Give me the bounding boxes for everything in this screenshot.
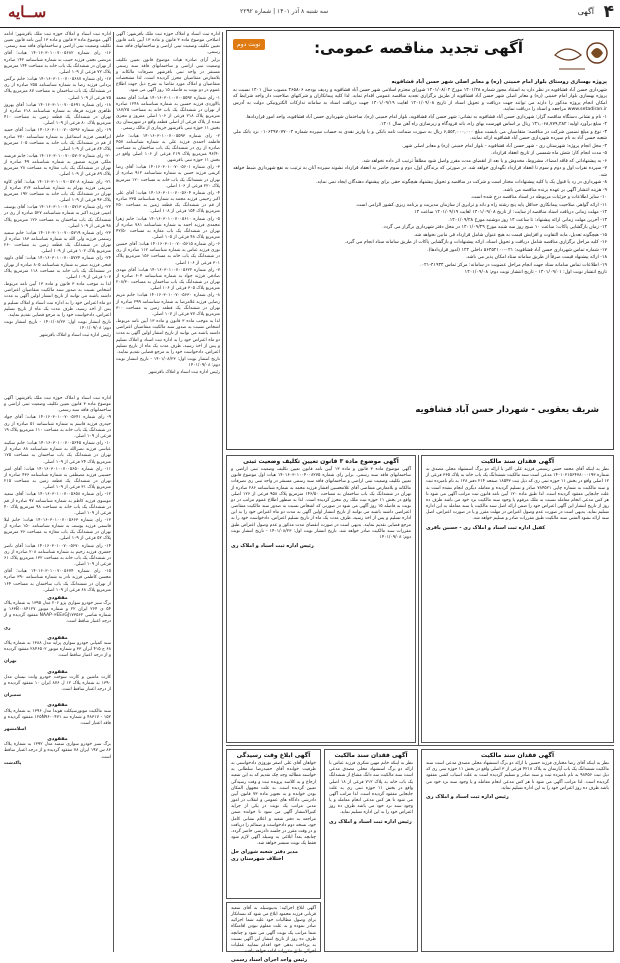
execution-footer: رئیس واحد اجرای اسناد رسمی <box>231 957 308 963</box>
lost-document-title: مفقودی <box>47 594 68 601</box>
tender-clause: ۱۳- آخرین مهلت زمانی ارائه پیشنهاد: تا ساعت ۱۴ روز دوشنبه مورخ ۱۴۰۱/۰۹/۲۸. <box>448 217 607 223</box>
tender-clause: ۱۹- اطلاعات تماس سامانه ستاد جهت انجام مراحل عضویت در سامانه: مرکز تماس ۴۱۹۳۴-۰۲۱. <box>420 262 607 268</box>
summons-title: آگهی موضوع ماده ۳ قانون تعیین تکلیف وضعیت ثبتی <box>243 458 399 465</box>
lost-document-title: مفقودی <box>47 702 68 709</box>
hearing-text: خواهان آقای علی اصغر نوروزی دادخواستی به طرفیت خوانده آقای حمیدرضا سلطانی به خواسته مطالبه وجه چک تقدیم که به این شعبه ارجاع و به کلاسه پرونده ثبت و وقت رسیدگی تعیین گردیده است. به علت مجهول المکان بودن خوانده و به تجویز ماده ۷۳ قانون آیین دادرسی دادگاه های عمومی و انقلاب در امور مدنی مراتب یک نوبت در یکی از جراید کثیرالانتشار آگهی می شود تا خوانده ضمن مراجعه به دفتر شعبه و اعلام نشانی کامل خود، نسخه دوم دادخواست و ضمائم را دریافت و در وقت مقرر در جلسه دادرسی حاضر گردد. چنانچه بعداً ابلاغی به وسیله آگهی لازم شود فقط یک نوبت منتشر خواهد شد. <box>231 761 316 847</box>
tender-headline: پروژه بهسازی روستای بلوار امام خمینی (ره) و معابر اصلی شهر حسن آباد فشافویه <box>391 79 607 85</box>
tender-notice <box>226 30 614 450</box>
tender-paragraphs <box>233 88 607 270</box>
tender-clause: ۱۱- ارائه گواهی صلاحیت پیمانکاری حداقل پایه پنج رشته راه و باند و ترابری از سازمان مدیریت و برنامه ریزی کشور الزامی است. <box>355 202 607 208</box>
tender-clause: ۱۴- زمان بازگشایی پاکات: ساعت ۱۰ صبح روز سه شنبه مورخ ۱۴۰۱/۰۹/۲۹ در محل دفتر شهرداری برگزار می گردد. <box>382 225 607 230</box>
lost-deed-notice-3 <box>324 749 418 952</box>
summons-text: آگهی موضوع ماده ۳ قانون و ماده ۱۳ آیین نامه قانون تعیین تکلیف وضعیت ثبتی اراضی و ساختمانهای فاقد سند رسمی. برابر رای شماره ۱۴۰۱۶۰۳۰۱۰۰۴۰۰۸۲۷۵ هیات اول موضوع قانون تعیین تکلیف وضعیت ثبتی اراضی و ساختمانهای فاقد سند رسمی مستقر در واحد ثبتی ری تصرفات مالکانه و بلامعارض متقاضی آقای غلامحسین افشار فرزند محمد به شماره شناسنامه ۲۸۶ صادره از تهران در ششدانگ یک باب ساختمان به مساحت ۱۴۶/۵۰ مترمربع پلاک ۹۵۸ فرعی از ۱۲۶ اصلی واقع در بخش ۱۱ حوزه ثبت ملک ری محرز گردیده است. لذا به منظور اطلاع عموم مراتب در دو نوبت به فاصله ۱۵ روز آگهی می شود در صورتی که اشخاص نسبت به صدور سند مالکیت متقاضی اعتراضی داشته باشند می توانند از تاریخ انتشار اولین آگهی به مدت دو ماه اعتراض خود را به این اداره تسلیم و پس از اخذ رسید، ظرف مدت یک ماه از تاریخ تسلیم اعتراض، دادخواست خود را به مرجع قضایی تقدیم نمایند. بدیهی است در صورت انقضای مدت مذکور و عدم وصول اعتراض طبق مقررات سند مالکیت صادر خواهد شد. تاریخ انتشار نوبت اول: ۱۴۰۱/۰۸/۲۳ - تاریخ انتشار نوبت دوم: ۱۴۰۱/۰۹/۰۸ <box>231 467 412 540</box>
lost-deed-notice-2 <box>421 749 614 952</box>
tender-clause: ۱۲- مهلت زمانی دریافت اسناد مناقصه از سایت: از تاریخ ۱۴۰۱/۰۹/۰۸ لغایت ۱۴۰۱/۰۹/۱۹ ساعت ۱۴ <box>414 210 607 215</box>
registry-item: ۲۰- رای شماره ۱۴۰۱۶۰۳۰۱۰۰۷۰۰۵۷۰۲ هیات: خانم فرشته ملکی فرزند منصور به شماره شناسنامه ۴۹ صادره از تهران در ششدانگ یک باب مغازه به مساحت ۲۸ مترمربع پلاک ۸۹ فرعی از ۱۰۹ اصلی. <box>4 153 111 178</box>
registry-item: ۵- رای شماره ۱۴۰۱۶۰۳۰۱۰۰۷۰۰۵۶۱۰ هیات: خانم زهرا محمدی فرزند احمد به شماره شناسنامه ۷۸۱ صادره از تهران در ششدانگ یک باب مغازه به مساحت ۴۲/۵۰ مترمربع پلاک ۴۸ فرعی از ۱۰۵ اصلی. <box>116 216 220 240</box>
registry-item: ۱۰- رای شماره ۱۴۰۱۶۰۳۰۱۰۰۷۰۰۵۶۴۵ هیات: خانم سکینه عباسی فرزند نصرالله به شماره شناسنامه ۸۸ صادره از تهران در ششدانگ یک باب ساختمان به مساحت ۱۷۵ مترمربع پلاک ۲۴ فرعی از ۱۰۹ اصلی. <box>4 441 112 465</box>
tender-body <box>233 79 607 397</box>
lost-document-city: ری <box>4 625 11 631</box>
registry-item: ۴- رای شماره ۱۴۰۱۶۰۳۰۱۰۰۷۰۰۵۶۰۴ هیات: آقای علی اکبر رحیمی فرزند محمد به شماره شناسنامه ۳۳۵ صادره از قم در ششدانگ یک قطعه زمین به مساحت ۲۵۰ مترمربع پلاک ۱۵۴ فرعی از ۱۰۸ اصلی. <box>116 190 221 215</box>
lost-deed-2-title: آگهی فقدان سند مالکیت <box>480 752 555 759</box>
tender-clause: ۱- نام و نشانی دستگاه مناقصه گزار: شهرداری حسن آباد فشافویه به نشانی: شهر حسن آباد فشافویه، بلوار امام خمینی (ره)، ساختمان شهرداری حسن آباد فشافویه، واحد امور قراردادها. <box>245 114 607 120</box>
registry-item: ۱۷- رای شماره ۱۴۰۱۶۰۳۰۱۰۰۷۰۰۵۶۸۷ هیات: خانم نرگس یزدانی فرزند رضا به شماره شناسنامه ۲۵۵ صادره از ری در ششدانگ یک باب ساختمان به مساحت ۸۷ مترمربع پلاک ۷۵ فرعی از ۱۰۹ اصلی. <box>4 77 112 101</box>
registry-item: ۱۴- رای شماره ۱۴۰۱۶۰۳۰۱۰۰۷۰۰۵۶۷۰ هیات: آقای ناصر جعفری فرزند رحیم به شماره شناسنامه ۲۰۸ صادره از ری در ششدانگ یک باب خانه به مساحت ۱۳۲ مترمربع پلاک ۶۱ فرعی از ۱۰۹ اصلی. <box>4 543 111 568</box>
tender-clause: ۲- مبلغ برآورد اولیه: ۱۳۱,۰۶۸,۷۷۹,۲۸۲ ریال بر اساس فهرست بهای راه، باند فرودگاه و زیرسازی راه آهن سال ۱۴۰۱. <box>379 122 607 127</box>
lost-deed-1-title: آگهی فقدان سند مالکیت <box>480 458 555 465</box>
registry-item: رئیس اداره ثبت اسناد و املاک باقرشهر <box>39 333 111 339</box>
registry-item: رئیس اداره ثبت اسناد و املاک باقرشهر <box>148 370 220 376</box>
summons-notice <box>226 455 416 743</box>
registry-item: تاریخ انتشار نوبت اول: ۱۴۰۱/۰۸/۲۳ - تاریخ انتشار نوبت دوم: ۱۴۰۱/۰۹/۰۸ <box>4 320 111 332</box>
column-divider <box>418 455 419 745</box>
round-badge: نوبت دوم <box>233 39 265 50</box>
registry-item: اداره ثبت اسناد و املاک حوزه ثبت ملک باقرشهر: آگهی موضوع ماده ۳ قانون تعیین تکلیف وضعیت ثبتی اراضی و ساختمانهای فاقد سند رسمی. <box>4 396 111 414</box>
tender-title: آگهی تجدید مناقصه عمومی: <box>314 39 523 57</box>
lost-document-text: برگ سبز خودرو سواری پژو ۲۰۶ مدل ۱۳۹۵ به شماره پلاک ۵۴ ی ۲۶۴ ایران ۲۲ و شماره موتور ۱۶۳B۰۰۸۴۱۲۷ و شماره شاسی NAAP۰۳EE۸GJ۱۷۳۵۶۲ مفقود گردیده و از درجه اعتبار ساقط است. <box>4 601 111 625</box>
registry-item: ۱۹- رای شماره ۱۴۰۱۶۰۳۰۱۰۰۷۰۰۵۶۹۶ هیات: آقای حمید ابراهیمی فرزند اسماعیل به شماره شناسنامه ۳۷۰ صادره از قم در ششدانگ یک باب خانه به مساحت ۱۰۵ مترمربع پلاک ۸۴ فرعی از ۱۰۹ اصلی. <box>4 128 111 152</box>
lost-document-city: شمیران <box>4 693 22 699</box>
lost-document-text: سند کمپانی خودرو سواری پراید مدل ۱۳۸۸ به شماره پلاک ۶۸ ج ۴۱۵ ایران ۳۳ و شماره موتور ۲۸۴۶۵۰۲ مفقود گردیده و از درجه اعتبار ساقط است. <box>4 640 111 659</box>
lost-document-title: مفقودی <box>47 668 68 675</box>
lost-documents-list <box>4 595 111 767</box>
registry-item: اداره ثبت اسناد و املاک حوزه ثبت ملک باقرشهر: آگهی اصلاحی موضوع ماده ۳ قانون و ماده ۱۳ آیین نامه قانون تعیین تکلیف وضعیت ثبتی اراضی و ساختمانهای فاقد سند رسمی. <box>116 32 220 56</box>
lost-document-city: تهران <box>4 659 17 665</box>
lost-deed-3-title: آگهی فقدان سند مالکیت <box>334 752 408 759</box>
masthead <box>0 0 620 28</box>
registry-notice-paragraphs <box>116 32 220 376</box>
registry-item: لذا به موجب ماده ۳ قانون و ماده ۱۳ آیین نامه مربوط، اشخاص نسبت به صدور سند مالکیت متقاضیان اعتراضی داشته باشند می توانند از تاریخ انتشار اولین آگهی به مدت دو ماه اعتراض خود را به اداره ثبت اسناد و املاک تسلیم و پس از اخذ رسید، ظرف مدت یک ماه از تاریخ تسلیم اعتراض، دادخواست خود را به مرجع قضایی تقدیم نمایند. <box>116 319 220 355</box>
registry-item: ۶- رای شماره ۱۴۰۱۶۰۳۰۱۰۰۷۰۰۵۶۱۵ هیات: آقای حسین نوری فرزند عباس به شماره شناسنامه ۱۱۲ صادره از ری در ششدانگ یک باب خانه به مساحت ۱۵۶ مترمربع پلاک ۳۰۱ فرعی از ۱۰۶ اصلی. <box>116 242 221 266</box>
registry-notice-column <box>116 32 220 952</box>
tender-clause: ۸- شهرداری در رد یا قبول یک یا کلیه پیشنهادات مختار است و شرکت در مناقصه و تحویل پیشنهاد هیچگونه حقی برای پیشنهاد دهندگان ایجاد نمی نماید. <box>315 180 607 185</box>
lost-documents-column <box>4 396 111 952</box>
lost-deed-2-footer: رئیس اداره ثبت اسناد و املاک ری <box>426 793 509 800</box>
tender-signature: شریف یعقوبی - شهردار حسن آباد فشافویه <box>415 405 599 415</box>
lost-document-entry <box>4 669 111 700</box>
lost-deed-1-footer: کفیل اداره ثبت اسناد و املاک ری - حسین باقری <box>426 524 546 531</box>
registry-item: ۸- رای شماره ۱۴۰۱۶۰۳۰۱۰۰۷۰۰۵۶۳۰ هیات: خانم مریم رضایی فرزند غلامرضا به شماره شناسنامه ۲۹۹ صادره از تهران در ششدانگ یک قطعه زمین به مساحت ۳۰۰ مترمربع پلاک ۷۷ فرعی از ۱۰۷ اصلی. <box>116 293 221 317</box>
lost-document-text: کارت ماشین و کارت سوخت خودرو وانت نیسان مدل ۱۳۹۰ به شماره پلاک ۱۲ ل ۸۷۶ ایران ۱۰ مفقود گردیده و از درجه اعتبار ساقط است. <box>4 674 111 693</box>
registry-item: تاریخ انتشار نوبت اول: ۱۴۰۱/۰۸/۲۳ - تاریخ انتشار نوبت دوم: ۱۴۰۱/۰۹/۰۸ <box>116 356 220 369</box>
hearing-notice <box>226 749 321 899</box>
registry-item: ۷- رای شماره ۱۴۰۱۶۰۳۰۱۰۰۷۰۰۵۶۲۲ هیات: آقای مهدی صادقی فرزند جواد به شماره شناسنامه ۶۰۴ صادره از تهران در ششدانگ یک باب ساختمان به مساحت ۲۰۸/۳۰ مترمربع پلاک ۳۰۵ فرعی از ۱۰۶ اصلی. <box>116 267 221 292</box>
lost-document-entry <box>4 635 111 666</box>
newspaper-logo: ســایه <box>8 3 47 21</box>
tender-clause: ۳- نوع و مبلغ تضمین شرکت در مناقصه: متقاضیان می بایست مبلغ ۶,۵۵۴,۰۰۰,۰۰۰ ریال به صورت ضمانت نامه بانکی و یا واریز نقدی به حساب سپرده شماره ۰۱۰۶۲۹۷۰۷۷۰۰۴ نزد بانک ملی شعبه حسن آباد به نام سپرده شهرداری حسن آباد فشافویه ارائه نمایند. <box>233 129 608 141</box>
tender-clause: ۱۷- شماره تماس شهرداری حسن آباد فشافویه: ۰۲۱-۵۶۴۵۲۱۰۰ داخلی ۱۲۴ (امور قراردادها). <box>427 247 607 253</box>
registry-item: ۱۲- رای شماره ۱۴۰۱۶۰۳۰۱۰۰۷۰۰۵۶۵۸ هیات: آقای سعید موسوی فرزند کاظم به شماره شناسنامه ۹۷ صادره از قم در ششدانگ یک باب خانه به مساحت ۹۸ مترمربع پلاک ۴۰ فرعی از ۱۰۹ اصلی. <box>4 492 111 516</box>
lost-document-title: مفقودی <box>47 736 68 743</box>
registry-continued-column <box>4 32 111 392</box>
lost-document-title: مفقودی <box>47 634 68 641</box>
tender-clause: ۵- مدت انجام کار: شش ماه شمسی از تاریخ انعقاد قرارداد. <box>490 151 607 156</box>
registry-notice-2-paragraphs <box>4 396 111 594</box>
row-divider <box>226 745 614 746</box>
lost-document-city: پاکدشت <box>4 760 22 766</box>
lost-deed-3-text: نظر به اینکه خانم مهین شکری فرزند عباس با ارائه دو برگ استشهاد محلی مصدق مدعی است سند مالکیت سه دانگ مشاع از ششدانگ یک باب خانه به پلاک ۷۱۲ فرعی از ۱۸ اصلی واقع در بخش ۱۱ حوزه ثبتی ری به علت جابجایی مفقود گردیده است. لذا مراتب آگهی می شود تا هر کس مدعی انجام معامله و یا وجود سند نزد خود می باشد ظرف ده روز اعتراض خود را به این اداره تسلیم نماید. <box>329 761 413 816</box>
hearing-title: آگهی ابلاغ وقت رسیدگی <box>236 752 311 759</box>
registry-item: ۲۴- رای شماره ۱۴۰۱۶۰۳۰۱۰۰۷۰۰۵۷۲۴ هیات: آقای داوود فتحی فرزند صفر به شماره شناسنامه ۸۰۵ صادره از تهران در ششدانگ یک باب خانه به مساحت ۱۱۸ مترمربع پلاک ۱۰۷ فرعی از ۱۰۹ اصلی. <box>4 256 111 280</box>
tender-clause: ۹- هزینه انتشار آگهی بر عهده برنده مناقصه می باشد. <box>502 187 607 193</box>
lost-document-entry <box>4 702 111 733</box>
registry-continued-paragraphs <box>4 32 111 340</box>
lost-document-entry <box>4 736 111 767</box>
lost-deed-notice-1 <box>421 455 614 743</box>
lost-document-city: اسلامشهر <box>4 726 26 732</box>
registry-item: لذا به موجب ماده ۳ قانون و ماده ۱۳ آیین نامه مربوط، اشخاص نسبت به صدور سند مالکیت متقاضیان اعتراضی داشته باشند می توانند از تاریخ انتشار اولین آگهی به مدت دو ماه اعتراض خود را به اداره ثبت اسناد و املاک تسلیم و پس از اخذ رسید، ظرف مدت یک ماه از تاریخ تسلیم اعتراض، دادخواست خود را به مرجع قضایی تقدیم نمایند. <box>4 282 111 318</box>
tender-clause: ۱۵- هیچگونه تعدیل، مابه التفاوت و افزایش قیمت به هیچ عنوان شامل قرارداد فی مابین نخواهد شد. <box>413 232 607 238</box>
registry-item: ۲۲- رای شماره ۱۴۰۱۶۰۳۰۱۰۰۷۰۰۵۷۱۳ هیات: آقای یوسف امینی فرزند اکبر به شماره شناسنامه ۵۲۷ صادره از ری در ششدانگ یک باب ساختمان به مساحت ۱۲۶ مترمربع پلاک ۹۸ فرعی از ۱۰۹ اصلی. <box>4 205 112 229</box>
registry-item: ۲۱- رای شماره ۱۴۰۱۶۰۳۰۱۰۰۷۰۰۵۷۰۸ هیات: آقای کاوه شریفی فرزند بهرام به شماره شناسنامه ۷۱۴ صادره از تهران در ششدانگ یک باب خانه به مساحت ۱۹۲ مترمربع پلاک ۹۳ فرعی از ۱۰۹ اصلی. <box>4 179 112 204</box>
column-divider <box>113 32 114 952</box>
registry-item: ۹- رای شماره ۱۴۰۱۶۰۳۰۱۰۰۷۰۰۵۶۴۱ هیات: آقای جواد حیدری فرزند قاسم به شماره شناسنامه ۵۱ صادره از ری در ششدانگ یک باب خانه به مساحت ۱۱۰ مترمربع پلاک ۱۹ فرعی از ۱۰۹ اصلی. <box>4 415 111 439</box>
municipality-emblem-icon <box>551 35 609 75</box>
tender-clause: ۴- محل انجام پروژه: شهرستان ری - شهر حسن آباد فشافویه - بلوار امام خمینی (ره) و معابر اصلی شهر. <box>402 143 607 149</box>
hearing-footer: مدیر دفتر شعبه شورای حل اختلاف شهرستان ری <box>231 849 299 862</box>
lost-deed-1-text: نظر به اینکه آقای محمد حسن رستمی فرزند علی اکبر با ارائه دو برگ استشهاد محلی مصدق به شماره ۱۴۰۱۰۲۱۵۶۴۷۸۰۰۰۱۹۳ مدعی است سند مالکیت ششدانگ یک باب خانه به پلاک ۳۶۵ فرعی از ۱۲ اصلی واقع در بخش ۱۱ حوزه ثبتی ری که ذیل ثبت ۱۸۵۴۳ صفحه ۲۱۴ دفتر ۱۲۸ به نام نامبرده ثبت و سند مالکیت به شماره چاپی ۷۸۴۵۲۱ صادر و تسلیم گردیده و معامله دیگری انجام نشده است به علت جابجایی مفقود گردیده است. لذا طبق ماده ۱۲۰ آیین نامه قانون ثبت مراتب آگهی می شود تا هر کس مدعی انجام معامله نسبت به ملک مرقوم یا وجود سند مالکیت نزد خود می باشد ظرف ده روز از تاریخ انتشار این آگهی اعتراض خود را ضمن ارائه اصل سند مالکیت یا سند معامله به این اداره تسلیم نماید. بدیهی است در صورت عدم وصول اعتراض در مهلت مقرر و یا در صورت اعتراض، اصل سند ارائه نشود المثنی سند مالکیت طبق مقررات صادر و تسلیم خواهد شد. <box>426 467 610 522</box>
tender-publish-dates: تاریخ انتشار نوبت اول: ۱۴۰۱/۰۹/۰۱ - تاریخ انتشار نوبت دوم: ۱۴۰۱/۰۹/۰۸ <box>464 270 607 275</box>
tender-clause: ۱۸- ارائه پیشنهاد قیمت صرفاً از طریق سامانه ستاد امکان پذیر می باشد. <box>465 255 607 260</box>
section-label: آگهی <box>577 7 594 16</box>
page-number: ۴ <box>603 2 614 22</box>
lost-deed-2-text: نظر به اینکه آقای رضا مختاری فرزند حسین با ارائه دو برگ استشهاد محلی مصدق مدعی است سند مالکیت ششدانگ یک باب آپارتمان به پلاک ۴۲۱۸ فرعی از ۳ اصلی واقع در بخش ۱۱ حوزه ثبتی ری که ذیل ثبت ۹۸۴۵۶ به نام نامبرده ثبت و سند صادر و تسلیم گردیده است به علت اسباب کشی مفقود گردیده است. لذا مراتب آگهی می شود تا هر کس مدعی انجام معامله و یا وجود سند نزد خود می باشد ظرف ده روز اعتراض خود را به این اداره تسلیم نماید. <box>426 761 610 791</box>
execution-notice <box>226 902 321 963</box>
lost-deed-3-footer: رئیس اداره ثبت اسناد و املاک ری <box>329 818 412 825</box>
registry-item: ۱۵- رای شماره ۱۴۰۱۶۰۳۰۱۰۰۷۰۰۵۶۷۴ هیات: آقای محسن کاظمی فرزند نادر به شماره شناسنامه ۳۹۰ صادره از تهران در ششدانگ یک باب ساختمان به مساحت ۱۶۴ مترمربع پلاک ۶۸ فرعی از ۱۰۹ اصلی. <box>4 569 111 593</box>
execution-text: آگهی ابلاغ اجرائیه: بدینوسیله به آقای سعید قربانی فرزند محمود ابلاغ می شود که بستانکار برای وصول مطالبات خود علیه شما اجرائیه صادر نموده و به علت معلوم نبودن اقامتگاه شما مراتب یک نوبت آگهی می شود و چنانچه ظرف ده روز از تاریخ انتشار این آگهی نسبت به پرداخت بدهی خود اقدام ننمایید عملیات اجرائی طبق مقررات ادامه خواهد یافت. <box>231 906 316 955</box>
summons-footer: رئیس اداره ثبت اسناد و املاک ری <box>231 543 314 550</box>
registry-item: ۱۳- رای شماره ۱۴۰۱۶۰۳۰۱۰۰۷۰۰۵۶۶۳ هیات: خانم لیلا قاسمی فرزند یوسف به شماره شناسنامه ۱۵۰ صادره از تهران در ششدانگ یک باب مغازه به مساحت ۳۶ مترمربع پلاک ۵۲ فرعی از ۱۰۹ اصلی. <box>4 517 111 542</box>
registry-item: ۲۳- رای شماره ۱۴۰۱۶۰۳۰۱۰۰۷۰۰۵۷۱۹ هیات: خانم سمیه رستمی فرزند ولی الله به شماره شناسنامه ۱۸۳ صادره از تهران در ششدانگ یک قطعه زمین به مساحت ۲۶۰ مترمربع پلاک ۱۰۲ فرعی از ۱۰۹ اصلی. <box>4 230 112 255</box>
tender-clause: ۶- به پیشنهاداتی که فاقد امضاء، مشروط، مخدوش و یا بعد از انقضای مدت مقرر واصل شود مطلقاً ترتیب اثر داده نخواهد شد. <box>361 158 607 164</box>
lost-document-text: برگ سبز خودرو سواری سمند مدل ۱۳۹۲ به شماره پلاک ۸۳ س ۱۹۷ ایران ۷۸ مفقود گردیده و از درجه اعتبار ساقط است. <box>4 742 111 760</box>
tender-clause: ۱۶- کلیه مراحل برگزاری مناقصه شامل دریافت و تحویل اسناد، ارائه پیشنهادات و بازگشایی پاکات از طریق سامانه ستاد انجام می گیرد. <box>344 240 607 245</box>
tender-clause: شهرداری حسن آباد فشافویه در نظر دارد به استناد مجوز شماره ۱۴۰۱/۲۸ مورخ ۱۴۰۱/۰۸/۰۲ شورای محترم اسلامی شهر حسن آباد فشافویه و ردیف بودجه ۲۶۵۸۰۶ مصوب سال ۱۴۰۱ نسبت به پروژه بهسازی بلوار امام خمینی (ره) و معابر اصلی شهر حسن آباد فشافویه از طریق برگزاری تجدید مناقصه عمومی اقدام نماید. لذا کلیه پیمانکاران و شرکتهای صلاحیت دار واجد شرایط که امکان انجام پروژه مذکور را دارند می توانند جهت دریافت و تحویل اسناد از تاریخ ۱۴۰۱/۰۹/۰۸ لغایت ۱۴۰۱/۰۹/۱۹ جهت دریافت اسناد به سامانه تدارکات الکترونیکی دولت به آدرس www.setadiran.ir مراجعه و اسناد را دریافت نمایند. <box>233 87 607 112</box>
registry-item: برابر آرای صادره هیات موضوع قانون تعیین تکلیف وضعیت ثبتی اراضی و ساختمانهای فاقد سند رسمی مستقر در واحد ثبتی باقرشهر تصرفات مالکانه و بلامعارض متقاضیان محرز گردیده است، لذا مشخصات متقاضیان و املاک مورد تقاضا به شرح ذیل جهت اطلاع عموم در دو نوبت به فاصله ۱۵ روز آگهی می شود. <box>116 57 220 94</box>
lost-document-text: سند مالکیت موتورسیکلت هوندا مدل ۱۳۹۶ به شماره پلاک ۱۵۲ - ۴۸۳۱۷ و شماره تنه ۱۲۵N۹۶۰۰۴۷۱ مفقود گردیده و فاقد اعتبار است. <box>4 708 111 726</box>
issue-line: سه شنبه ۸ آذر ۱۴۰۱ | شماره ۲۲۹۲ <box>240 8 329 15</box>
registry-item: ۱۶- رای شماره ۱۴۰۱۶۰۳۰۱۰۰۷۰۰۵۶۸۲ هیات: آقای مرتضی نجفی فرزند حبیب به شماره شناسنامه ۱۴۲ صادره از تهران در ششدانگ یک باب خانه به مساحت ۱۴۴ مترمربع پلاک ۷۲ فرعی از ۱۰۹ اصلی. <box>4 51 111 75</box>
registry-item: اداره ثبت اسناد و املاک حوزه ثبت ملک باقرشهر: ادامه آگهی موضوع ماده ۳ قانون و ماده ۱۳ آیین نامه قانون تعیین تکلیف وضعیت ثبتی اراضی و ساختمانهای فاقد سند رسمی. <box>4 32 111 50</box>
registry-item: ۳- رای شماره ۱۴۰۱۶۰۳۰۱۰۰۷۰۰۵۶۰۱ هیات: آقای رضا کریمی فرزند حسن به شماره شناسنامه ۹۱۲ صادره از تهران در ششدانگ یک باب خانه به مساحت ۱۲۰ مترمربع پلاک ۲۲۰ فرعی از ۱۰۶ اصلی. <box>116 165 220 189</box>
registry-item: ۲- رای شماره ۱۴۰۱۶۰۳۰۱۰۰۷۰۰۵۵۹۳ هیات: خانم فاطمه احمدی فرزند علی به شماره شناسنامه ۴۵۷ صادره از ری در ششدانگ یک باب ساختمان به مساحت ۹۶/۴۰ مترمربع پلاک ۲۱۹ فرعی از ۱۰۶ اصلی واقع در بخش ۱۱ حوزه ثبتی باقرشهر. <box>116 133 220 164</box>
tender-clause: ۷- سپرده نفرات اول و دوم و سوم تا انعقاد قرارداد نگهداری خواهد شد. در صورتی که برندگان اول، دوم و سوم حاضر به انعقاد قرارداد نشوند سپرده آنان به ترتیب به نفع شهرداری ضبط خواهد شد. <box>233 166 607 178</box>
tender-clause: ۱۰- سایر اطلاعات و جزئیات مربوطه در اسناد مناقصه درج شده است. <box>470 195 607 200</box>
column-divider <box>222 32 223 952</box>
lost-document-entry <box>4 595 111 632</box>
registry-item: ۱۱- رای شماره ۱۴۰۱۶۰۳۰۱۰۰۷۰۰۵۶۵۰ هیات: آقای امیر حسینی فرزند مصطفی به شماره شناسنامه ۴۳۶ صادره از تهران در ششدانگ یک قطعه زمین به مساحت ۲۱۵ مترمربع پلاک ۳۱ فرعی از ۱۰۹ اصلی. <box>4 466 111 491</box>
registry-item: ۱۸- رای شماره ۱۴۰۱۶۰۳۰۱۰۰۷۰۰۵۶۹۱ هیات: آقای بهروز طاهری فرزند فرهاد به شماره شناسنامه ۶۱۸ صادره از تهران در ششدانگ یک قطعه زمین به مساحت ۴۱۰ مترمربع پلاک ۸۰ فرعی از ۱۰۹ اصلی. <box>4 102 112 127</box>
registry-item: ۱- رای شماره ۱۴۰۱۶۰۳۰۱۰۰۷۰۰۵۵۹۲ هیات: آقای محمد بالاوردی فرزند حسین به شماره شناسنامه ۱۲۴۸ صادره از تهران در ششدانگ یک باب خانه به مساحت ۱۸۷/۲۵ مترمربع پلاک ۲۱۸ فرعی از ۱۰۶ اصلی مفروز و مجزی شده از پلاک فرعی از اصلی قطعه واقع در شهرستان ری بخش ۱۱ حوزه ثبتی باقرشهر خریداری از مالک رسمی. <box>116 95 220 132</box>
